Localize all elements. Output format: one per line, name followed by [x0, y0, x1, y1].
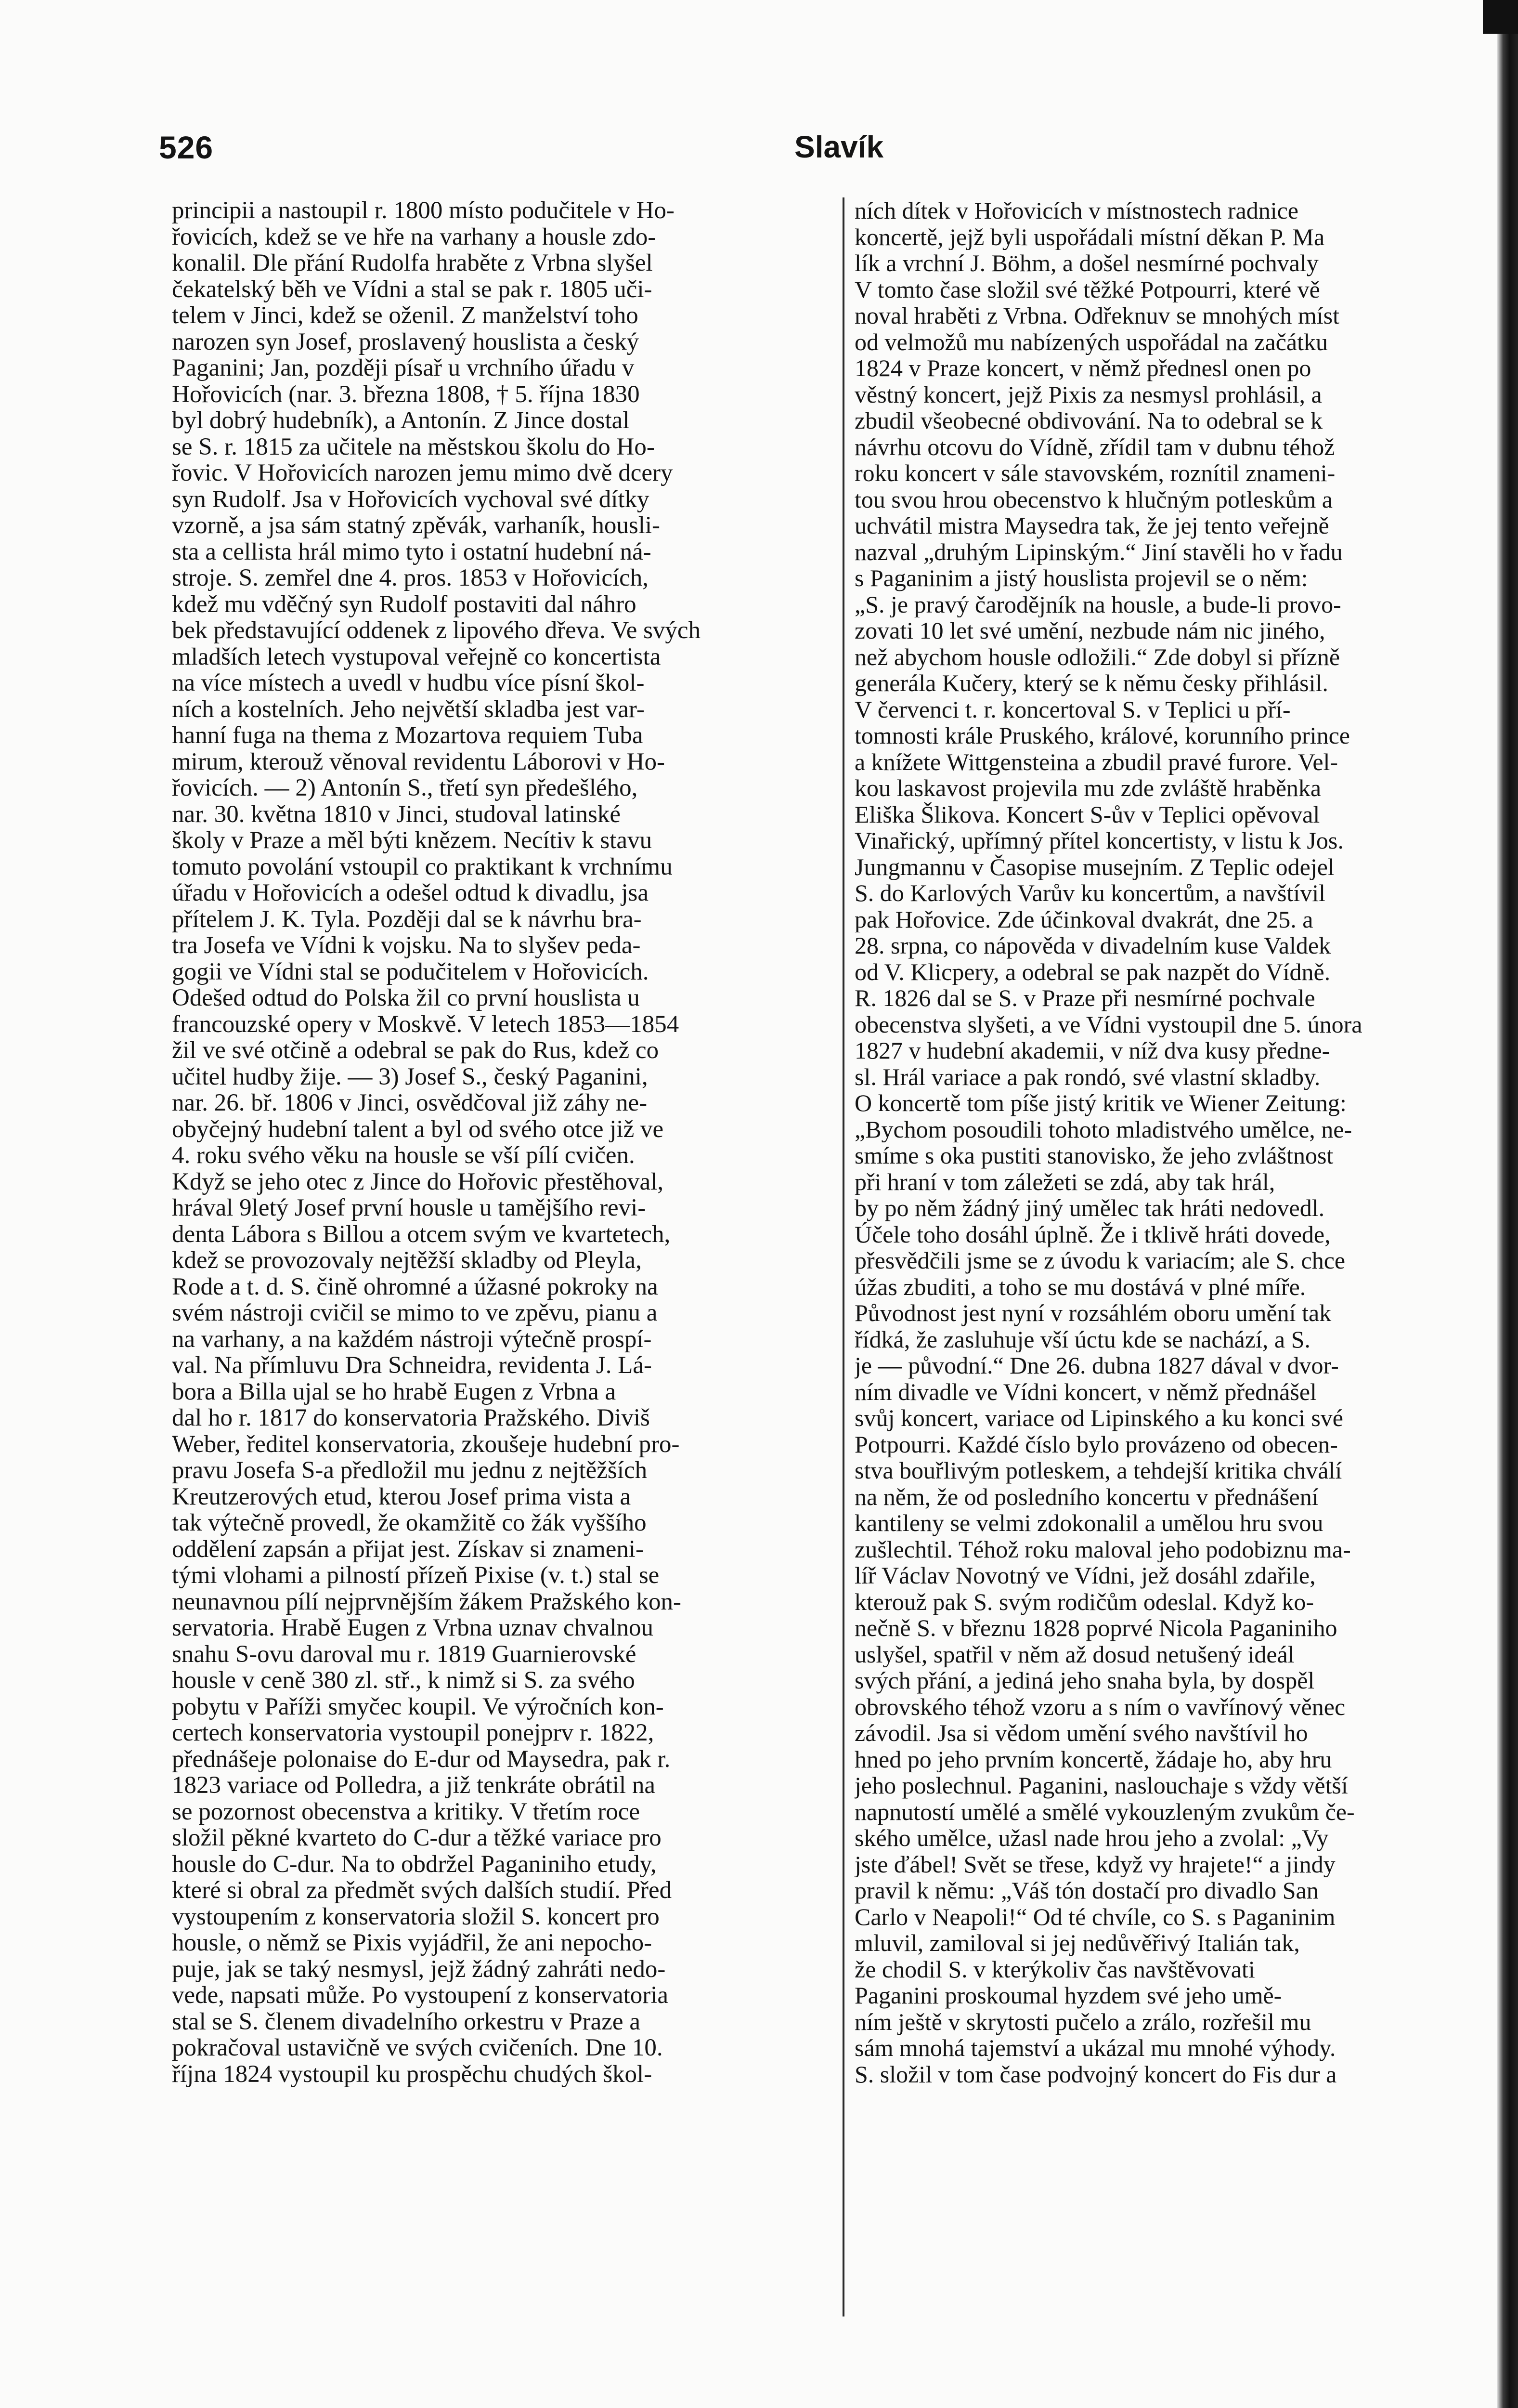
right-column-line: pravil k němu: „Váš tón dostačí pro divadlo San: [855, 1877, 1319, 1904]
right-column-line: roku koncert v sále stavovském, roznítil znameni-: [855, 460, 1336, 486]
right-column-line: ních dítek v Hořovicích v místnostech radnice: [855, 197, 1298, 224]
left-column-line: tak výtečně provedl, že okamžitě co žák vyššího: [172, 1510, 647, 1536]
left-column-line: syn Rudolf. Jsa v Hořovicích vychoval své dítky: [172, 486, 649, 512]
scan-corner-mark: [1483, 0, 1518, 34]
left-column-line: servatoria. Hrabě Eugen z Vrbna uznav chvalnou: [172, 1615, 654, 1641]
left-column-line: na více místech a uvedl v hudbu více písní škol-: [172, 670, 645, 696]
right-column-line: kterouž pak S. svým rodičům odeslal. Když ko-: [855, 1588, 1314, 1615]
right-column-line: koncertě, jejž byli uspořádali místní děkan P. Ma: [855, 223, 1325, 250]
right-column-line: 1824 v Praze koncert, v němž přednesl onen po: [855, 355, 1311, 381]
right-column-line: kou laskavost projevila mu zde zvláště hraběnka: [855, 775, 1322, 801]
left-column-line: nar. 26. bř. 1806 v Jinci, osvědčoval již záhy ne-: [172, 1090, 648, 1116]
right-column-line: ním ještě v skrytosti pučelo a zrálo, rozřešil mu: [855, 2008, 1311, 2035]
left-column-line: Když se jeho otec z Jince do Hořovic přestěhoval,: [172, 1168, 664, 1195]
right-column-line: mluvil, zamiloval si jej nedůvěřivý Italián tak,: [855, 1930, 1300, 1956]
right-column-line: od V. Klicpery, a odebral se pak nazpět do Vídně.: [855, 958, 1331, 985]
right-column-line: obrovského téhož vzoru a s ním o vavřínový věnec: [855, 1693, 1346, 1720]
left-column-line: stal se S. členem divadelního orkestru v Praze a: [172, 2008, 640, 2035]
right-column-line: Paganini proskoumal hyzdem své jeho umě-: [855, 1982, 1282, 2009]
right-column-line: stva bouřlivým potleskem, a tehdejší kritika chválí: [855, 1457, 1342, 1484]
right-column-line: pak Hořovice. Zde účinkoval dvakrát, dne 25. a: [855, 906, 1313, 932]
right-column-line: 28. srpna, co nápověda v divadelním kuse Valdek: [855, 932, 1331, 959]
right-column-line: je — původní.“ Dne 26. dubna 1827 dával v dvor-: [855, 1352, 1339, 1379]
left-column-line: Hořovicích (nar. 3. března 1808, † 5. října 1830: [172, 381, 640, 407]
left-column-line: října 1824 vystoupil ku prospěchu chudých škol-: [172, 2061, 652, 2087]
right-column-line: Carlo v Neapoli!“ Od té chvíle, co S. s Paganinim: [855, 1903, 1336, 1930]
left-column-line: Paganini; Jan, později písař u vrchního úřadu v: [172, 355, 635, 381]
left-column-line: tra Josefa ve Vídni k vojsku. Na to slyšev peda-: [172, 932, 641, 959]
right-column-line: Účele toho dosáhl úplně. Že i tklivě hráti dovede,: [855, 1221, 1331, 1247]
left-column-line: na varhany, a na každém nástroji výtečně prospí-: [172, 1326, 652, 1352]
right-column-line: než abychom housle odložili.“ Zde dobyl si přízně: [855, 643, 1340, 670]
right-column-line: obecenstva slyšeti, a ve Vídni vystoupil dne 5. února: [855, 1011, 1362, 1037]
left-column-line: obyčejný hudební talent a byl od svého otce již ve: [172, 1116, 664, 1142]
running-title: Slavík: [794, 130, 884, 164]
left-column-line: puje, jak se taký nesmysl, jejž žádný zahráti nedo-: [172, 1956, 666, 1982]
page-number: 526: [159, 130, 214, 165]
right-column-line: uslyšel, spatřil v něm až dosud netušený ideál: [855, 1641, 1295, 1667]
right-column-line: a knížete Wittgensteina a zbudil pravé furore. Vel-: [855, 748, 1338, 775]
left-column-line: denta Lábora s Billou a otcem svým ve kvartetech,: [172, 1221, 671, 1247]
right-column-line: jeho poslechnul. Paganini, naslouchaje s vždy větší: [855, 1772, 1348, 1799]
right-column-line: tomnosti krále Pruského, králové, korunního prince: [855, 722, 1350, 749]
right-column-line: Jungmannu v Časopise musejním. Z Teplic odejel: [855, 853, 1335, 880]
left-column-line: učitel hudby žije. — 3) Josef S., český Paganini,: [172, 1063, 648, 1090]
left-column-line: housle do C-dur. Na to obdržel Paganiniho etudy,: [172, 1851, 657, 1877]
left-column-line: vzorně, a jsa sám statný zpěvák, varhaník, housli-: [172, 512, 661, 539]
left-column-line: úřadu v Hořovicích a odešel odtud k divadlu, jsa: [172, 880, 649, 906]
right-column-line: Eliška Šlikova. Koncert S-ův v Teplici opěvoval: [855, 801, 1320, 827]
right-column-line: nazval „druhým Lipinským.“ Jiní stavěli ho v řadu: [855, 538, 1343, 565]
left-column-line: pravu Josefa S-a předložil mu jednu z nejtěžších: [172, 1457, 648, 1484]
right-column-line: tou svou hrou obecenstvo k hlučným potleskům a: [855, 486, 1333, 512]
right-column-line: sám mnohá tajemství a ukázal mu mnohé výhody.: [855, 2035, 1336, 2061]
left-column-line: vede, napsati může. Po vystoupení z konservatoria: [172, 1982, 669, 2009]
left-column-line: přítelem J. K. Tyla. Později dal se k návrhu bra-: [172, 906, 642, 932]
left-column-line: svém nástroji cvičil se mimo to ve zpěvu, pianu a: [172, 1300, 658, 1326]
left-column-line: čekatelský běh ve Vídni a stal se pak r. 1805 uči-: [172, 276, 652, 302]
left-column-line: oddělení zapsán a přijat jest. Získav si znameni-: [172, 1536, 644, 1562]
left-column-line: gogii ve Vídni stal se podučitelem v Hořovicích.: [172, 958, 649, 985]
right-column-line: věstný koncert, jejž Pixis za nesmysl prohlásil, a: [855, 381, 1322, 407]
right-column-line: S. složil v tom čase podvojný koncert do Fis dur a: [855, 2061, 1337, 2087]
left-column-line: konalil. Dle přání Rudolfa hraběte z Vrbna slyšel: [172, 250, 653, 276]
page-header: [159, 120, 1488, 173]
left-column-line: dal ho r. 1817 do konservatoria Pražského. Diviš: [172, 1405, 650, 1431]
left-column-line: Rode a t. d. S. čině ohromné a úžasné pokroky na: [172, 1273, 658, 1300]
right-column-line: od velmožů mu nabízených uspořádal na začátku: [855, 328, 1328, 355]
left-column-line: nar. 30. května 1810 v Jinci, studoval latinské: [172, 801, 621, 827]
right-column-line: Vinařický, upřímný přítel koncertisty, v listu k Jos.: [855, 827, 1344, 854]
right-column-line: svých přání, a jediná jeho snaha byla, by dospěl: [855, 1667, 1315, 1694]
left-column-line: narozen syn Josef, proslavený houslista a český: [172, 328, 639, 355]
left-column-line: hrával 9letý Josef první housle u tamějšího revi-: [172, 1195, 646, 1221]
left-column-line: kdež se provozovaly nejtěžší skladby od Pleyla,: [172, 1247, 642, 1274]
right-column-line: zovati 10 let své umění, nezbude nám nic jiného,: [855, 617, 1325, 644]
right-column-line: hned po jeho prvním koncertě, žádaje ho, aby hru: [855, 1746, 1332, 1772]
left-column-line: principii a nastoupil r. 1800 místo podučitele v Ho-: [172, 197, 675, 224]
left-column-line: certech konservatoria vystoupil ponejprv r. 1822,: [172, 1720, 654, 1746]
left-column-line: které si obral za předmět svých dalších studií. Před: [172, 1877, 672, 1904]
right-column-line: ského umělce, užasl nade hrou jeho a zvolal: „Vy: [855, 1825, 1329, 1851]
right-column-line: na něm, že od posledního koncertu v přednášení: [855, 1483, 1319, 1510]
right-column-line: generála Kučery, který se k němu česky přihlásil.: [855, 670, 1328, 696]
left-text-column: [172, 197, 828, 2316]
right-column-line: noval hraběti z Vrbna. Odřeknuv se mnohých míst: [855, 302, 1339, 329]
left-column-line: se S. r. 1815 za učitele na městskou školu do Ho-: [172, 433, 655, 460]
left-column-line: mirum, kterouž věnoval revidentu Láborovi v Ho-: [172, 748, 665, 775]
left-column-line: kdež mu vděčný syn Rudolf postaviti dal náhro: [172, 591, 636, 617]
right-column-line: líř Václav Novotný ve Vídni, jež dosáhl zdařile,: [855, 1562, 1316, 1589]
left-column-line: val. Na přímluvu Dra Schneidra, revidenta J. Lá-: [172, 1352, 652, 1379]
right-column-line: O koncertě tom píše jistý kritik ve Wiener Zeitung:: [855, 1090, 1347, 1116]
right-column-line: smíme s oka pustiti stanovisko, že jeho zvláštnost: [855, 1142, 1334, 1169]
left-column-line: Kreutzerových etud, kterou Josef prima vista a: [172, 1483, 631, 1510]
left-column-line: řovicích, kdež se ve hře na varhany a housle zdo-: [172, 223, 656, 250]
left-column-line: mladších letech vystupoval veřejně co koncertista: [172, 643, 661, 670]
right-column-line: uchvátil mistra Maysedra tak, že jej tento veřejně: [855, 512, 1329, 539]
left-column-line: Weber, ředitel konservatoria, zkoušeje hudební pro-: [172, 1431, 680, 1457]
left-column-line: snahu S-ovu daroval mu r. 1819 Guarnierovské: [172, 1641, 636, 1667]
right-column-line: by po něm žádný jiný umělec tak hráti nedovedl.: [855, 1195, 1325, 1221]
right-column-line: zušlechtil. Téhož roku maloval jeho podobiznu ma-: [855, 1536, 1351, 1562]
right-column-line: „S. je pravý čarodějník na housle, a bude-li provo-: [855, 591, 1341, 617]
right-column-line: že chodil S. v kterýkoliv čas navštěvovati: [855, 1956, 1255, 1982]
left-column-line: tými vlohami a pilností přízeň Pixise (v. t.) stal se: [172, 1562, 660, 1589]
left-column-line: bek představující oddenek z lipového dřeva. Ve svých: [172, 617, 701, 644]
left-column-line: řovic. V Hořovicích narozen jemu mimo dvě dcery: [172, 460, 673, 486]
right-column-line: R. 1826 dal se S. v Praze při nesmírné pochvale: [855, 985, 1315, 1011]
left-column-line: housle, o němž se Pixis vyjádřil, že ani nepocho-: [172, 1930, 652, 1956]
scan-edge-shadow: [1497, 0, 1518, 2408]
right-column-line: V tomto čase složil své těžké Potpourri, které vě: [855, 276, 1320, 302]
right-column-line: Potpourri. Každé číslo bylo provázeno od obecen-: [855, 1431, 1338, 1457]
left-column-line: bora a Billa ujal se ho hrabě Eugen z Vrbna a: [172, 1378, 616, 1405]
left-column-line: žil ve své otčině a odebral se pak do Rus, kdež co: [172, 1037, 659, 1064]
right-column-line: nečně S. v březnu 1828 poprvé Nicola Paganiniho: [855, 1615, 1337, 1641]
right-column-line: V červenci t. r. koncertoval S. v Teplici u pří-: [855, 696, 1291, 722]
right-column-line: návrhu otcovu do Vídně, zřídil tam v dubnu téhož: [855, 433, 1335, 460]
left-column-line: hanní fuga na thema z Mozartova requiem Tuba: [172, 722, 643, 749]
right-column-line: při hraní v tom záležeti se zdá, aby tak hrál,: [855, 1168, 1275, 1195]
right-column-line: závodil. Jsa si vědom umění svého navštívil ho: [855, 1720, 1308, 1746]
right-column-line: sl. Hrál variace a pak rondó, své vlastní skladby.: [855, 1063, 1321, 1090]
right-column-line: S. do Karlových Varův ku koncertům, a navštívil: [855, 880, 1326, 906]
left-column-line: přednášeje polonaise do E-dur od Maysedra, pak r.: [172, 1746, 671, 1772]
right-column-line: „Bychom posoudili tohoto mladistvého umělce, ne-: [855, 1116, 1352, 1142]
left-column-line: housle v ceně 380 zl. stř., k nimž si S. za svého: [172, 1667, 635, 1694]
right-column-line: přesvědčili jsme se z úvodu k variacím; ale S. chce: [855, 1247, 1346, 1274]
right-column-line: svůj koncert, variace od Lipinského a ku konci své: [855, 1405, 1343, 1431]
left-column-line: telem v Jinci, kdež se oženil. Z manželství toho: [172, 302, 638, 329]
left-column-line: 1823 variace od Polledra, a již tenkráte obrátil na: [172, 1772, 656, 1799]
left-column-line: 4. roku svého věku na housle se vší pílí cvičen.: [172, 1142, 635, 1169]
left-column-line: se pozornost obecenstva a kritiky. V třetím roce: [172, 1798, 640, 1825]
right-text-column: [855, 197, 1470, 2316]
right-column-line: řídká, že zasluhuje vší úctu kde se nachází, a S.: [855, 1326, 1310, 1352]
right-column-line: lík a vrchní J. Böhm, a došel nesmírné pochvaly: [855, 250, 1319, 276]
left-column-line: tomuto povolání vstoupil co praktikant k vrchnímu: [172, 853, 673, 880]
right-column-line: Původnost jest nyní v rozsáhlém oboru umění tak: [855, 1300, 1332, 1326]
left-column-line: byl dobrý hudebník), a Antonín. Z Jince dostal: [172, 407, 630, 434]
right-column-line: ním divadle ve Vídni koncert, v němž přednášel: [855, 1378, 1317, 1405]
right-column-line: 1827 v hudební akademii, v níž dva kusy předne-: [855, 1037, 1330, 1064]
left-column-line: sta a cellista hrál mimo tyto i ostatní hudební ná-: [172, 538, 651, 565]
right-column-line: zbudil všeobecné obdivování. Na to odebral se k: [855, 407, 1323, 434]
right-column-line: jste ďábel! Svět se třese, když vy hrajete!“ a jindy: [855, 1851, 1336, 1877]
left-column-line: vystoupením z konservatoria složil S. koncert pro: [172, 1903, 660, 1930]
left-column-line: školy v Praze a měl býti knězem. Necítiv k stavu: [172, 827, 652, 854]
left-column-line: francouzské opery v Moskvě. V letech 1853—1854: [172, 1011, 679, 1037]
column-divider: [843, 197, 844, 2316]
left-column-line: ních a kostelních. Jeho největší skladba jest var-: [172, 696, 645, 722]
right-column-line: s Paganinim a jistý houslista projevil se o něm:: [855, 565, 1308, 591]
right-column-line: napnutostí umělé a smělé vykouzleným zvukům če-: [855, 1798, 1355, 1825]
right-column-line: úžas zbuditi, a toho se mu dostává v plné míře.: [855, 1273, 1306, 1300]
left-column-line: stroje. S. zemřel dne 4. pros. 1853 v Hořovicích,: [172, 565, 649, 591]
left-column-line: Odešed odtud do Polska žil co první houslista u: [172, 985, 640, 1011]
left-column-line: neunavnou pílí nejprvnějším žákem Pražského kon-: [172, 1588, 681, 1615]
left-column-line: řovicích. — 2) Antonín S., třetí syn předešlého,: [172, 775, 638, 801]
right-column-line: kantileny se velmi zdokonalil a umělou hru svou: [855, 1510, 1323, 1536]
left-column-line: složil pěkné kvarteto do C-dur a těžké variace pro: [172, 1825, 662, 1851]
left-column-line: pokračoval ustavičně ve svých cvičeních. Dne 10.: [172, 2035, 663, 2061]
left-column-line: pobytu v Paříži smyčec koupil. Ve výročních kon-: [172, 1693, 664, 1720]
